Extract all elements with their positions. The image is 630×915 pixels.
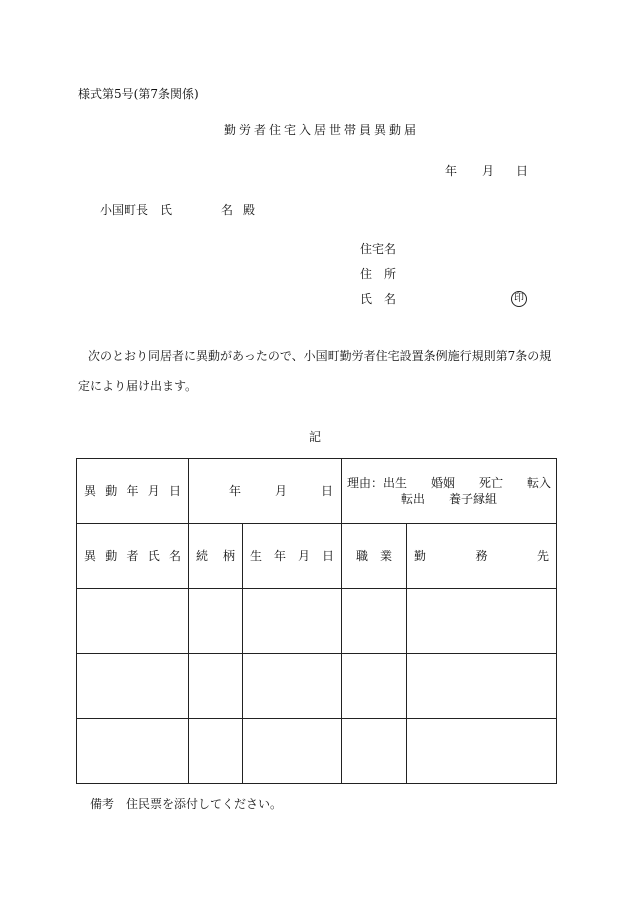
date-year: 年 <box>445 164 458 178</box>
form-number: 様式第5号(第7条関係) <box>78 87 199 101</box>
table-row <box>77 719 557 784</box>
date-day: 日 <box>516 164 529 178</box>
header-char: 務 <box>475 549 488 563</box>
label-char: 年 <box>126 484 139 498</box>
name-label: 氏 名 <box>360 292 397 306</box>
table-row <box>77 654 557 719</box>
header-char: 生 <box>250 549 263 563</box>
header-char: 動 <box>105 549 118 563</box>
entry-job-cell[interactable] <box>342 654 407 719</box>
label-char: 月 <box>147 484 160 498</box>
entry-birth-cell[interactable] <box>243 654 342 719</box>
reason-line1: 理由：出生 婚姻 死亡 転入 <box>347 476 552 490</box>
header-birth-cell <box>243 524 342 589</box>
date-year-char: 年 <box>229 484 242 498</box>
entry-relation-cell[interactable] <box>189 654 243 719</box>
body-text-line1: 次のとおり同居者に異動があったので、小国町勤労者住宅設置条例施行規則第7条の規 <box>88 349 552 363</box>
header-char: 異 <box>84 549 97 563</box>
header-name-cell <box>77 524 189 589</box>
entry-relation-cell[interactable] <box>189 719 243 784</box>
ki-heading: 記 <box>309 430 322 444</box>
entry-job-cell[interactable] <box>342 719 407 784</box>
date-month-char: 月 <box>275 484 288 498</box>
header-char: 柄 <box>222 549 235 563</box>
entry-job-cell[interactable] <box>342 589 407 654</box>
address-label: 住 所 <box>360 267 397 281</box>
label-char: 異 <box>84 484 97 498</box>
label-char: 日 <box>168 484 181 498</box>
date-day-char: 日 <box>321 484 334 498</box>
addressee-mei: 名 <box>221 203 234 217</box>
entry-workplace-cell[interactable] <box>407 654 557 719</box>
change-date-label-cell <box>77 459 189 524</box>
reason-line2: 転出 養子縁組 <box>401 492 498 506</box>
date-month: 月 <box>482 164 495 178</box>
header-char: 続 <box>196 549 209 563</box>
header-char: 勤 <box>414 549 427 563</box>
change-date-value-cell[interactable] <box>189 459 342 524</box>
header-char: 氏 <box>147 549 160 563</box>
header-char: 先 <box>537 549 550 563</box>
reason-text <box>342 475 556 507</box>
addressee-shi: 氏 <box>160 203 173 217</box>
label-char: 動 <box>105 484 118 498</box>
header-char: 日 <box>322 549 335 563</box>
header-char: 者 <box>126 549 139 563</box>
reason-cell[interactable] <box>342 459 557 524</box>
change-date-row <box>77 459 557 524</box>
document-title: 勤労者住宅入居世帯員異動届 <box>224 123 420 137</box>
header-char: 年 <box>274 549 287 563</box>
body-text-line2: 定により届け出ます。 <box>78 379 198 393</box>
header-char: 名 <box>168 549 181 563</box>
remarks: 備考 住民票を添付してください。 <box>90 797 283 811</box>
header-relation-cell <box>189 524 243 589</box>
entry-name-cell[interactable] <box>77 654 189 719</box>
header-workplace-cell <box>407 524 557 589</box>
entry-relation-cell[interactable] <box>189 589 243 654</box>
header-row <box>77 524 557 589</box>
addressee-dono: 殿 <box>243 203 256 217</box>
addressee-office: 小国町長 <box>100 203 149 217</box>
header-job-cell <box>342 524 407 589</box>
header-char: 業 <box>380 549 393 563</box>
entry-name-cell[interactable] <box>77 719 189 784</box>
header-char: 職 <box>356 549 369 563</box>
entry-workplace-cell[interactable] <box>407 589 557 654</box>
table-row <box>77 589 557 654</box>
entry-birth-cell[interactable] <box>243 719 342 784</box>
entry-name-cell[interactable] <box>77 589 189 654</box>
house-name-label: 住宅名 <box>360 242 397 256</box>
entry-birth-cell[interactable] <box>243 589 342 654</box>
seal-mark: 印 <box>511 291 527 307</box>
change-table <box>76 458 557 784</box>
header-char: 月 <box>298 549 311 563</box>
entry-workplace-cell[interactable] <box>407 719 557 784</box>
